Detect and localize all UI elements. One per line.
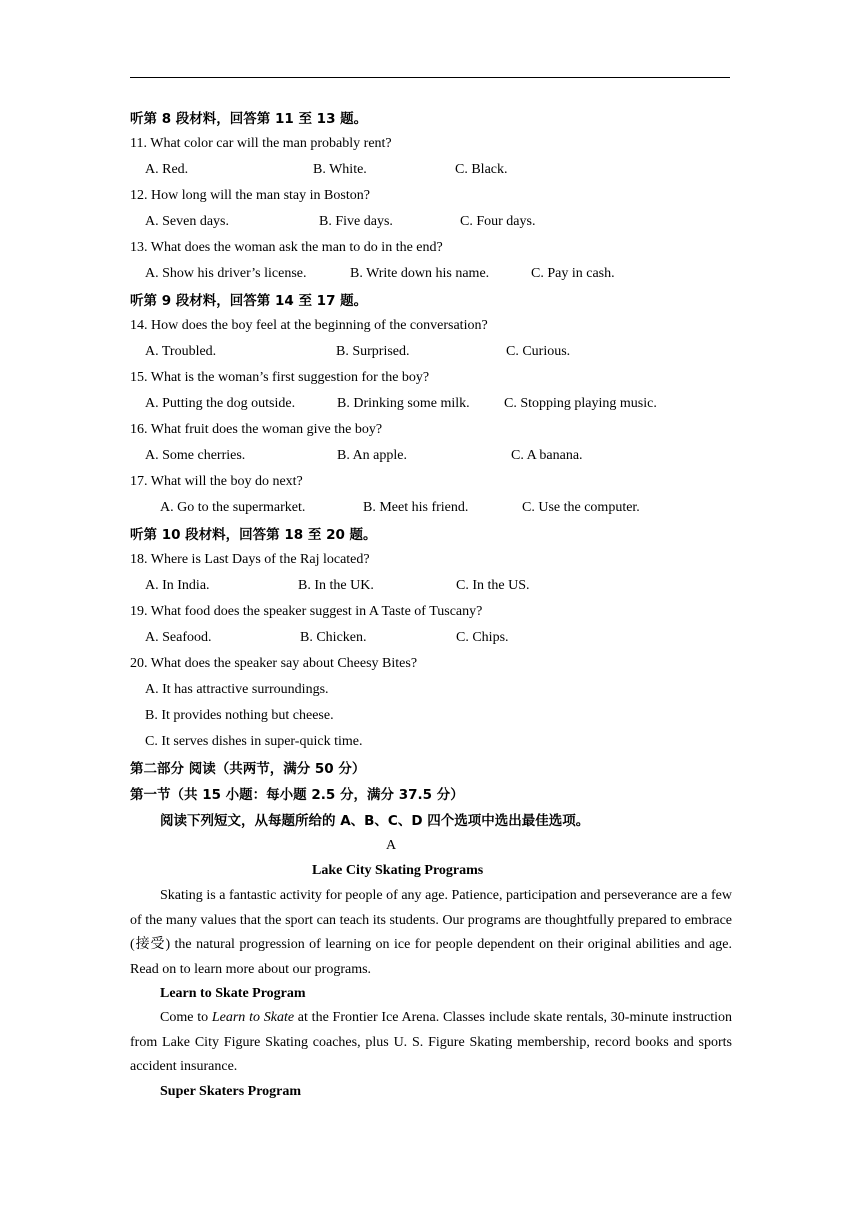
q15-option-a: A. Putting the dog outside. (145, 396, 296, 411)
passage-title: Lake City Skating Programs (312, 863, 484, 878)
part2-title: 第二部分 阅读（共两节，满分 50 分） (130, 761, 366, 777)
q11-option-b: B. White. (313, 162, 367, 177)
question-16: 16. What fruit does the woman give the boy? (130, 422, 383, 437)
p2-program-name: Learn to Skate (211, 1010, 295, 1025)
q12-option-c: C. Four days. (460, 214, 536, 229)
subheading-learn-to-skate: Learn to Skate Program (160, 986, 306, 1001)
section-heading-10: 听第 10 段材料，回答第 18 至 20 题。 (130, 527, 377, 543)
question-19: 19. What food does the speaker suggest in A Taste of Tuscany? (130, 604, 483, 619)
question-11: 11. What color car will the man probably rent? (130, 136, 392, 151)
question-14: 14. How does the boy feel at the beginning of the conversation? (130, 318, 488, 333)
q15-option-b: B. Drinking some milk. (337, 396, 470, 411)
question-17: 17. What will the boy do next? (130, 474, 303, 489)
subheading-super-skaters: Super Skaters Program (160, 1084, 302, 1099)
q13-option-b: B. Write down his name. (350, 266, 490, 281)
question-15: 15. What is the woman’s first suggestion for the boy? (130, 370, 430, 385)
section-heading-9: 听第 9 段材料，回答第 14 至 17 题。 (130, 293, 368, 309)
part2-section1: 第一节（共 15 小题：每小题 2.5 分，满分 37.5 分） (130, 787, 464, 803)
q12-option-b: B. Five days. (319, 214, 393, 229)
passage-paragraph-1: Skating is a fantastic activity for people of any age. Patience, participation and perseverance are a few of the many values that the sport can teach its students. Our programs are thoughtfully prepared to embrace (接受) the natural progression of learning on ice for people dependent on their original abilities and age. Read on to learn more about our programs. (130, 888, 732, 977)
header-rule (130, 77, 730, 78)
q19-option-c: C. Chips. (456, 630, 509, 645)
q13-option-c: C. Pay in cash. (531, 266, 615, 281)
q20-option-c: C. It serves dishes in super-quick time. (145, 734, 363, 749)
q11-option-c: C. Black. (455, 162, 508, 177)
q18-option-a: A. In India. (145, 578, 210, 593)
passage-paragraph-2 (130, 1006, 732, 1080)
q17-option-c: C. Use the computer. (522, 500, 640, 515)
q13-option-a: A. Show his driver’s license. (145, 266, 307, 281)
q14-option-b: B. Surprised. (336, 344, 410, 359)
q16-option-c: C. A banana. (511, 448, 583, 463)
q11-option-a: A. Red. (145, 162, 189, 177)
q18-option-b: B. In the UK. (298, 578, 374, 593)
question-12: 12. How long will the man stay in Boston? (130, 188, 370, 203)
q19-option-a: A. Seafood. (145, 630, 212, 645)
q12-option-a: A. Seven days. (145, 214, 229, 229)
q16-option-a: A. Some cherries. (145, 448, 246, 463)
q19-option-b: B. Chicken. (300, 630, 367, 645)
q16-option-b: B. An apple. (337, 448, 407, 463)
question-20: 20. What does the speaker say about Cheesy Bites? (130, 656, 418, 671)
q15-option-c: C. Stopping playing music. (504, 396, 657, 411)
section-heading-8: 听第 8 段材料，回答第 11 至 13 题。 (130, 111, 368, 127)
q17-option-b: B. Meet his friend. (363, 500, 469, 515)
question-13: 13. What does the woman ask the man to do in the end? (130, 240, 443, 255)
q20-option-b: B. It provides nothing but cheese. (145, 708, 334, 723)
passage-letter: A (386, 838, 397, 853)
q14-option-c: C. Curious. (506, 344, 571, 359)
q20-option-a: A. It has attractive surroundings. (145, 682, 329, 697)
q18-option-c: C. In the US. (456, 578, 530, 593)
question-18: 18. Where is Last Days of the Raj located? (130, 552, 370, 567)
p2-text-start: Come to (160, 1010, 212, 1025)
q14-option-a: A. Troubled. (145, 344, 217, 359)
q17-option-a: A. Go to the supermarket. (160, 500, 306, 515)
p2-text-end: at the Frontier Ice Arena. Classes include skate rentals, 30-minute instruction from Lake City Figure Skating coaches, plus U. S. Figure Skating membership, record books and sports accident insurance. (130, 1010, 732, 1074)
reading-instruction: 阅读下列短文，从每题所给的 A、B、C、D 四个选项中选出最佳选项。 (160, 813, 590, 829)
